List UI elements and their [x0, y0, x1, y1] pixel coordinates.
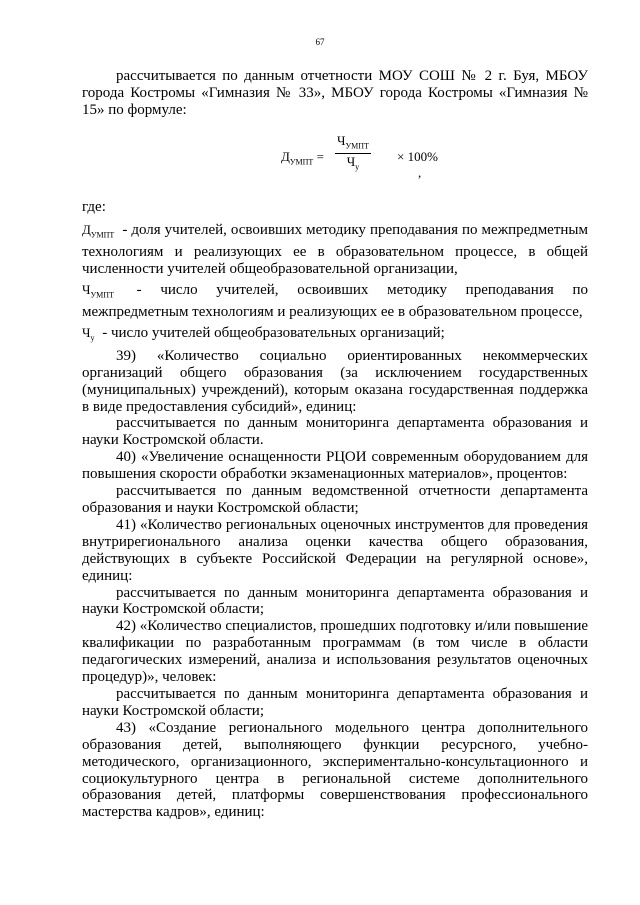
paragraph: 42) «Количество специалистов, прошедших подготовку и/или повышение квалификации по разработанным программам (в том числе в области педагогических измерений, анализа и использования результатов оценочных процедур)», человек: [82, 618, 588, 686]
paragraph: 41) «Количество региональных оценочных инструментов для проведения внутрирегионального анализа оценки качества общего образования, действующих в субъекте Российской Федерации на регулярной основе», единиц: [82, 516, 588, 584]
intro-paragraph: рассчитывается по данным отчетности МОУ СОШ № 2 г. Буя, МБОУ города Костромы «Гимназия № 33», МБОУ города Костромы «Гимназия № 15» по формуле: [82, 68, 588, 118]
definition-item: $Ч_{УМПТ}$ - число учителей, освоивших методику преподавания по межпредметным технологиям и реализующих ее в образовательном процессе, [82, 281, 588, 321]
formula-fraction [335, 133, 371, 175]
formula-lhs: $Д_{УМПТ}$ = [281, 148, 324, 167]
definition-symbol: $Д_{УМПТ}$ [82, 221, 115, 240]
page-number: 67 [315, 37, 325, 47]
document-body [82, 68, 588, 821]
paragraph: рассчитывается по данным ведомственной отчетности департамента образования и науки Костромской области; [82, 483, 588, 516]
paragraph: 40) «Увеличение оснащенности РЦОИ современным оборудованием для повышения скорости обработки экзаменационных материалов», процентов: [82, 449, 588, 483]
where-label: где: [82, 198, 106, 215]
formula-multiplier: × 100% [397, 148, 438, 164]
paragraph: рассчитывается по данным мониторинга департамента образования и науки Костромской области; [82, 584, 588, 618]
definition-item: $Ч_у$ - число учителей общеобразовательных организаций; [82, 325, 588, 348]
formula [82, 131, 588, 189]
definition-item: $Д_{УМПТ}$ - доля учителей, освоивших методику преподавания по межпредметным технологиям и реализующих ее в образовательном процессе, в общей численности учителей общеобразовательной организации, [82, 221, 588, 278]
definition-list [82, 222, 588, 348]
formula-denominator: $Ч_у$ [346, 154, 360, 172]
definition-symbol: $Ч_у$ [82, 325, 95, 343]
paragraph: рассчитывается по данным мониторинга департамента образования и науки Костромской области. [82, 415, 588, 449]
paragraph: рассчитывается по данным мониторинга департамента образования и науки Костромской области; [82, 685, 588, 719]
formula-numerator: $Ч_{УМПТ}$ [335, 133, 371, 155]
definition-symbol: $Ч_{УМПТ}$ [82, 281, 114, 300]
paragraph: 39) «Количество социально ориентированных некоммерческих организаций общего образования (за исключением государственных (муниципальных) учреждений), которым оказана государственная поддержка в виде предоставления субсидий», единиц: [82, 347, 588, 415]
paragraph: 43) «Создание регионального модельного центра дополнительного образования детей, выполняющего функции ресурсного, учебно-методического, организационного, экспериментально-консультационного и социокультурного центра в региональной системе дополнительного образования детей, платформы совершенствования профессионального мастерства кадров», единиц: [82, 719, 588, 821]
formula-comma: , [418, 164, 422, 180]
